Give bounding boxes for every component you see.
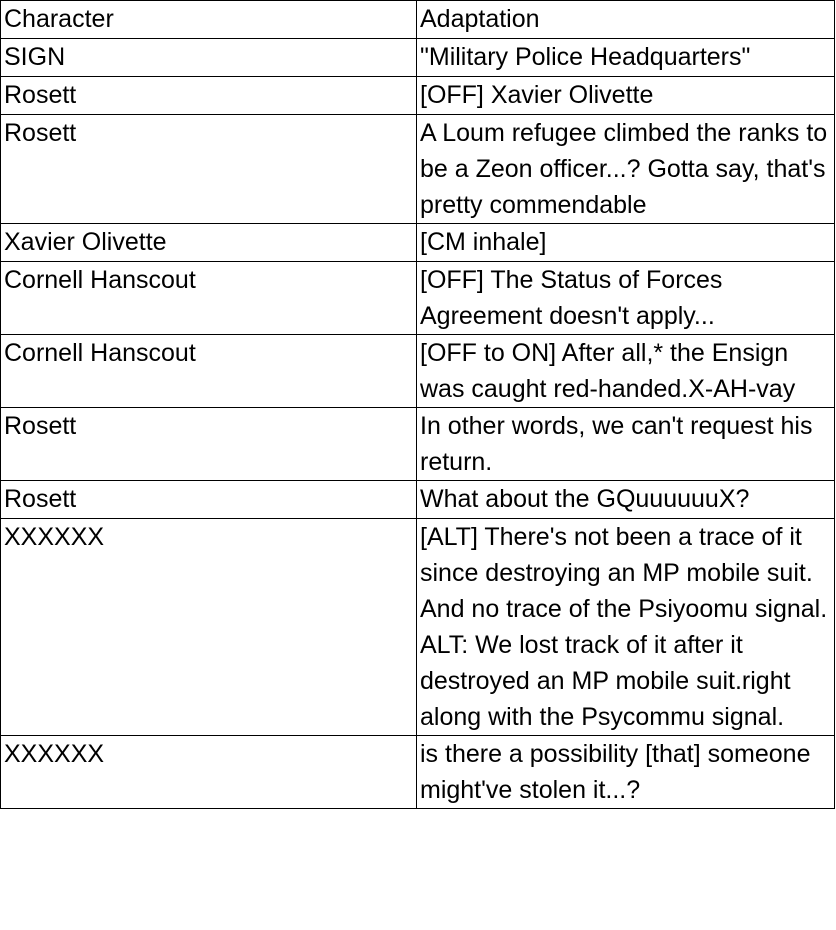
table-row [1,736,835,809]
adaptation-cell: [ALT] There's not been a trace of it since destroying an MP mobile suit. And no trace of the Psiyoomu signal. ALT: We lost track of it after it destroyed an MP mobile suit.right along with the Psycommu signal. [417,519,835,736]
character-cell: Rosett [1,408,417,481]
character-cell: Cornell Hanscout [1,262,417,335]
adaptation-cell: A Loum refugee climbed the ranks to be a Zeon officer...? Gotta say, that's pretty commendable [417,115,835,224]
adaptation-cell: In other words, we can't request his return. [417,408,835,481]
character-cell: XXXXXX [1,519,417,736]
table-row [1,262,835,335]
character-cell: Rosett [1,115,417,224]
character-cell: XXXXXX [1,736,417,809]
adaptation-cell: "Military Police Headquarters" [417,39,835,77]
table-row [1,519,835,736]
adaptation-cell: [OFF] Xavier Olivette [417,77,835,115]
character-cell: Cornell Hanscout [1,335,417,408]
table-row [1,39,835,77]
table-row [1,408,835,481]
adaptation-cell: is there a possibility [that] someone might've stolen it...? [417,736,835,809]
table-row [1,224,835,262]
column-header-adaptation: Adaptation [417,1,835,39]
character-cell: Rosett [1,77,417,115]
table-row [1,335,835,408]
table-row [1,115,835,224]
adaptation-cell: [OFF to ON] After all,* the Ensign was caught red-handed.X-AH-vay [417,335,835,408]
adaptation-cell: [CM inhale] [417,224,835,262]
header-row [1,1,835,39]
character-cell: SIGN [1,39,417,77]
character-cell: Xavier Olivette [1,224,417,262]
table-row [1,77,835,115]
adaptation-cell: [OFF] The Status of Forces Agreement doesn't apply... [417,262,835,335]
column-header-character: Character [1,1,417,39]
table-row [1,481,835,519]
character-cell: Rosett [1,481,417,519]
adaptation-cell: What about the GQuuuuuuX? [417,481,835,519]
